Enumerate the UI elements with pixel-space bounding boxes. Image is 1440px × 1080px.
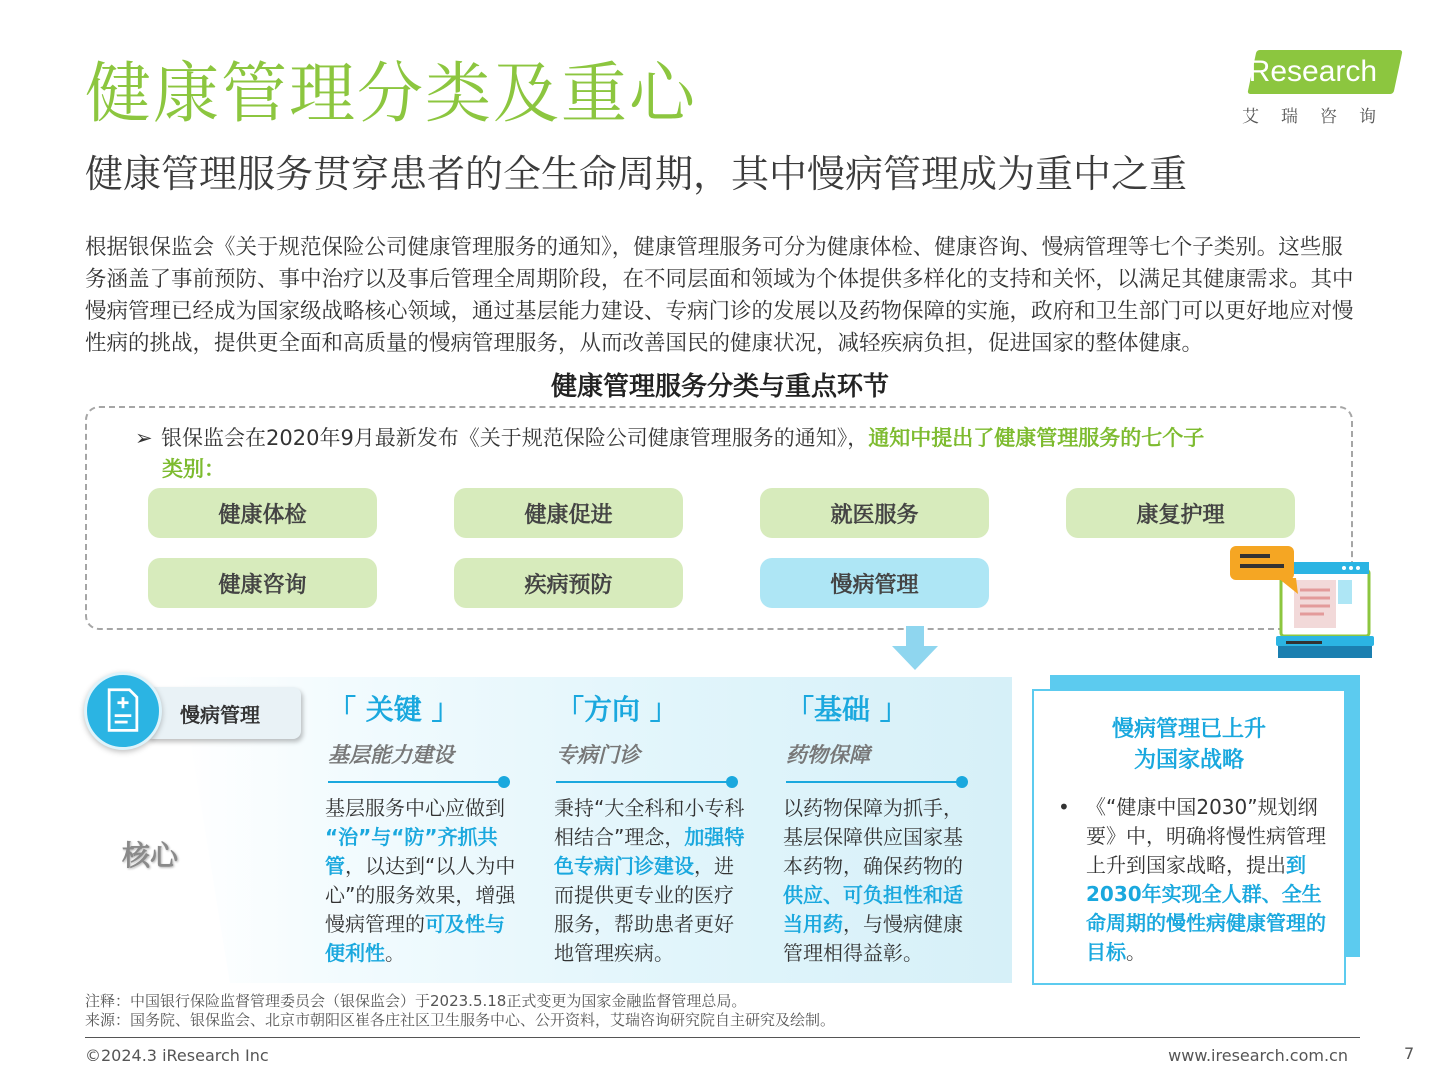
laptop-chat-icon <box>1226 540 1376 664</box>
column-text: 以药物保障为抓手，基层保障供应国家基本药物，确保药物的供应、可负担性和适当用药，与慢病健康管理相得益彰。 <box>783 796 963 965</box>
website-link[interactable]: www.iresearch.com.cn <box>1168 1046 1348 1065</box>
notice-text <box>135 423 1275 485</box>
column-direction <box>556 693 756 783</box>
logo-cn-name: 艾瑞咨询 <box>1242 107 1398 127</box>
document-icon <box>87 675 159 747</box>
page-number: 7 <box>1404 1044 1415 1063</box>
column-text: 秉持“大全科和小专科相结合”理念，加强特色专病门诊建设，进而提供更专业的医疗服务，帮助患者更好地管理疾病。 <box>554 796 745 965</box>
focus-badge <box>84 672 162 750</box>
category-pill: 康复护理 <box>1066 488 1295 538</box>
column-key <box>328 693 528 783</box>
category-pill-chronic: 慢病管理 <box>760 558 989 608</box>
column-subtitle: 药物保障 <box>786 742 870 767</box>
down-arrow-icon <box>892 626 938 672</box>
column-divider <box>786 781 962 783</box>
footer-divider <box>85 1037 1360 1038</box>
copyright: ©2024.3 iResearch Inc <box>85 1046 269 1065</box>
page-title: 健康管理分类及重心 <box>85 55 697 132</box>
logo-brand: iResearch <box>1242 55 1378 88</box>
strategy-title: 慢病管理已上升 为国家战略 <box>1111 717 1266 773</box>
category-pill: 就医服务 <box>760 488 989 538</box>
category-pill: 健康促进 <box>454 488 683 538</box>
section-title: 健康管理服务分类与重点环节 <box>550 372 889 402</box>
bullet-icon: • <box>1058 795 1070 819</box>
notice-line1-highlight: 通知中提出了健康管理服务的七个子 <box>868 426 1205 450</box>
notice-line2-highlight: 类别： <box>162 457 225 481</box>
column-bracket-title: 「 关键 」 <box>328 693 460 726</box>
column-divider <box>556 781 732 783</box>
footnote: 注释：中国银行保险监督管理委员会（银保监会）于2023.5.18正式变更为国家金融监督管理总局。 来源：国务院、银保监会、北京市朝阳区崔各庄社区卫生服务中心、公开资料，艾瑞咨询研究院自主研究及绘制。 <box>85 992 836 1029</box>
arrow-bullet-icon: ➢ <box>135 426 153 450</box>
iresearch-logo <box>1238 46 1400 126</box>
column-subtitle: 基层能力建设 <box>328 742 454 767</box>
category-pill: 健康咨询 <box>148 558 377 608</box>
category-pill: 疾病预防 <box>454 558 683 608</box>
strategy-text: • 《“健康中国2030”规划纲要》中，明确将慢性病管理上升到国家战略，提出到2030年实现全人群、全生命周期的慢性病健康管理的目标。 <box>1058 795 1326 964</box>
category-pill: 健康体检 <box>148 488 377 538</box>
column-bracket-title: 「基础 」 <box>786 693 908 726</box>
column-subtitle: 专病门诊 <box>556 742 640 767</box>
focus-label: 慢病管理 <box>148 687 301 739</box>
notice-line1: 银保监会在2020年9月最新发布《关于规范保险公司健康管理服务的通知》， <box>161 426 869 450</box>
core-label: 核心 <box>122 839 179 872</box>
intro-paragraph: 根据银保监会《关于规范保险公司健康管理服务的通知》，健康管理服务可分为健康体检、健康咨询、慢病管理等七个子类别。这些服务涵盖了事前预防、事中治疗以及事后管理全周期阶段，在不同层面和领域为个体提供多样化的支持和关怀，以满足其健康需求。其中慢病管理已经成为国家级战略核心领域，通过基层能力建设、专病门诊的发展以及药物保障的实施，政府和卫生部门可以更好地应对慢性病的挑战，提供更全面和高质量的慢病管理服务，从而改善国民的健康状况，减轻疾病负担，促进国家的整体健康。 <box>85 235 1354 356</box>
column-divider <box>328 781 504 783</box>
page-subtitle: 健康管理服务贯穿患者的全生命周期，其中慢病管理成为重中之重 <box>85 152 1188 196</box>
column-bracket-title: 「方向 」 <box>556 693 678 726</box>
column-text: 基层服务中心应做到 “治”与“防”齐抓共管，以达到“以人为中心”的服务效果，增强慢病管理的可及性与便利性。 <box>325 796 516 965</box>
column-foundation <box>786 693 986 783</box>
